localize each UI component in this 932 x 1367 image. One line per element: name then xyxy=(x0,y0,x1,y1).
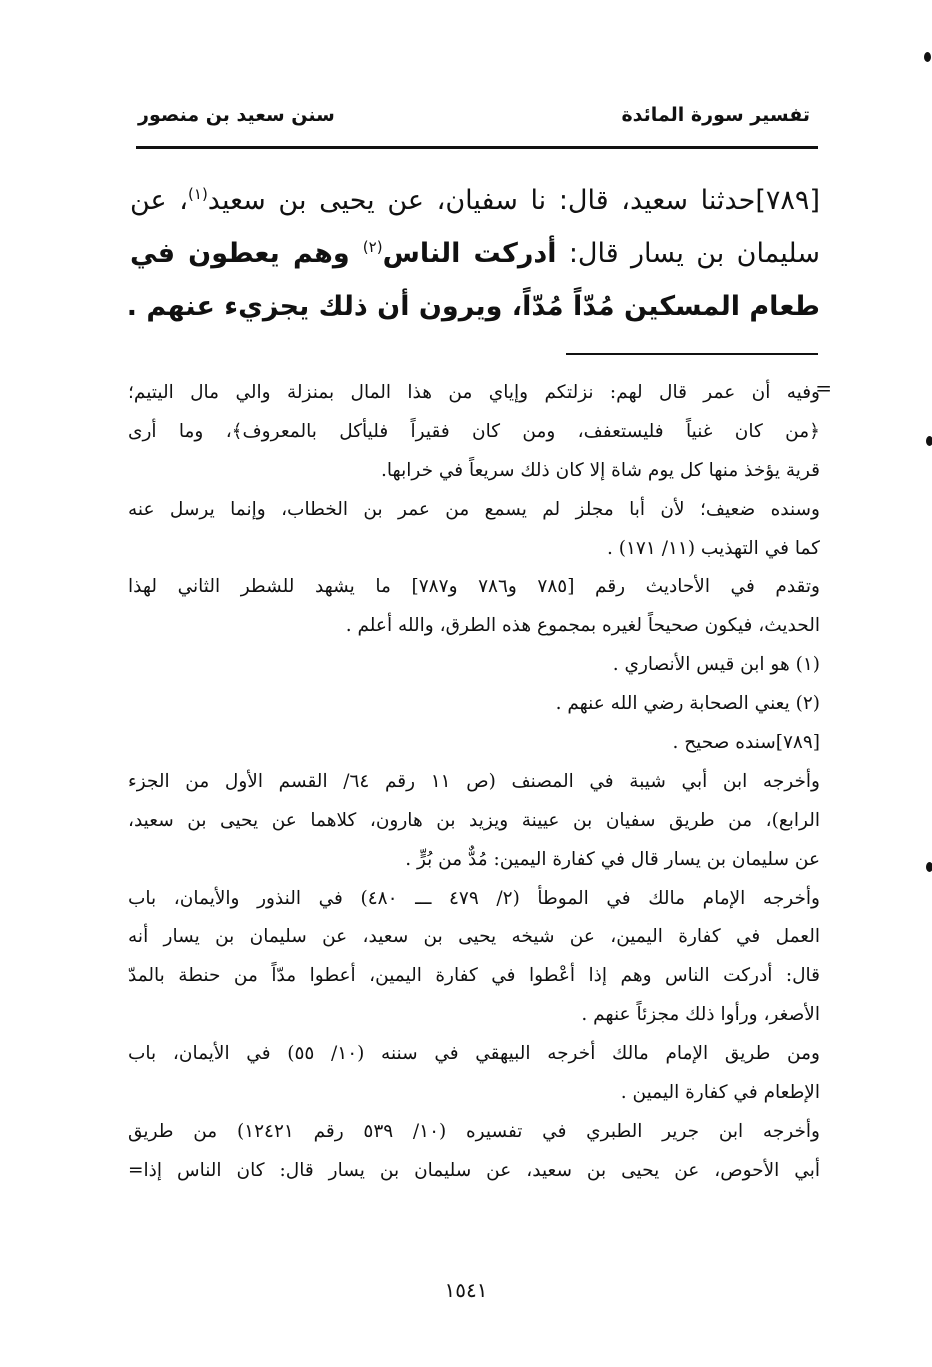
footnote-separator xyxy=(566,353,818,355)
continuation-marker: = xyxy=(815,376,832,400)
footnote-line: قرية يؤخذ منها كل يوم شاة إلا كان ذلك سريعاً في خرابها. xyxy=(381,459,820,481)
hadith-text xyxy=(126,174,820,333)
footnote-line: وتقدم في الأحاديث رقم [٧٨٥ و٧٨٦ و٧٨٧] ما يشهد للشطر الثاني لهذا xyxy=(128,576,820,598)
footnote-line: وأخرجه ابن أبي شيبة في المصنف (ص ١١ رقم ٦٤/ القسم الأول من الجزء xyxy=(128,770,820,792)
hadith-line-1-text: حدثنا سعيد، قال: نا سفيان، عن يحيى بن سعيد xyxy=(207,185,756,216)
footnote-line: الإطعام في كفارة اليمين . xyxy=(620,1082,820,1104)
header-rule xyxy=(136,146,818,149)
footnote-line: وسنده ضعيف؛ لأن أبا مجلز لم يسمع من عمر بن الخطاب، وإنما يرسل عنه xyxy=(128,498,820,520)
hadith-line-2-bold-b: وهم يعطون في xyxy=(130,238,363,269)
footnote-line: وأخرجه ابن جرير الطبري في تفسيره (١٠/ ٥٣٩ رقم ١٢٤٢١) من طريق xyxy=(128,1120,820,1142)
footnote-line: (٢) يعني الصحابة رضي الله عنهم . xyxy=(555,693,820,715)
hadith-line-2-bold-a: أدركت الناس xyxy=(382,238,557,269)
footnote-ref-1: (١) xyxy=(188,185,208,203)
hadith-line-2-plain: سليمان بن يسار قال: xyxy=(556,238,820,269)
footnote-line: وأخرجه الإمام مالك في الموطأ (٢/ ٤٧٩ ـــ ٤٨٠) في النذور والأيمان، باب xyxy=(128,887,820,909)
hadith-line-2 xyxy=(130,227,820,280)
footnote-line: العمل في كفارة اليمين، عن شيخه يحيى بن سعيد، عن سليمان بن يسار أنه xyxy=(128,926,820,948)
hadith-line-1 xyxy=(130,174,820,227)
footnote-line: (١) هو ابن قيس الأنصاري . xyxy=(612,654,820,676)
footnote-line: الرابع)، من طريق سفيان بن عيينة ويزيد بن هارون، كلاهما عن يحيى بن سعيد، xyxy=(128,809,820,831)
hadith-line-3: طعام المسكين مُدّاً مُدّاً، ويرون أن ذلك يجزيء عنهم . xyxy=(126,291,820,322)
footnote-line: ﴿من كان غنياً فليستعفف، ومن كان فقيراً فليأكل بالمعروف﴾، وما أرى xyxy=(128,420,820,442)
footnote-line: وفيه أن عمر قال لهم: نزلتكم وإياي من هذا المال بمنزلة والي مال اليتيم؛ xyxy=(128,382,820,403)
hadith-line-1-end: ، عن xyxy=(130,185,189,216)
footnote-line: كما في التهذيب (١١/ ١٧١) . xyxy=(607,537,820,559)
scan-mark xyxy=(926,436,932,446)
footnote-line: الأصغر، ورأوا ذلك مجزئاً عنهم . xyxy=(581,1004,820,1026)
scan-mark xyxy=(924,52,931,62)
hadith-number: [٧٨٩] xyxy=(755,185,820,216)
footnote-ref-2: (٢) xyxy=(362,238,383,256)
footnote-line: الحديث، فيكون صحيحاً لغيره بمجموع هذه الطرق، والله أعلم . xyxy=(345,615,820,637)
scan-mark xyxy=(926,862,932,872)
footnote-line: [٧٨٩]سنده صحيح . xyxy=(672,732,820,754)
footnote-line: أبي الأحوص، عن يحيى بن سعيد، عن سليمان بن يسار قال: كان الناس إذا= xyxy=(128,1159,820,1181)
page-number: ١٥٤١ xyxy=(444,1278,488,1302)
footnotes xyxy=(128,374,820,1191)
footnote-line: قال: أدركت الناس وهم إذا أعْطوا في كفارة اليمين، أعطوا مدّاً من حنطة بالمدّ xyxy=(128,965,820,987)
footnote-line: ومن طريق الإمام مالك أخرجه البيهقي في سننه (١٠/ ٥٥) في الأيمان، باب xyxy=(128,1043,820,1065)
chapter-title: تفسير سورة المائدة xyxy=(621,104,810,126)
book-title: سنن سعيد بن منصور xyxy=(138,104,335,126)
footnote-line: عن سليمان بن يسار قال في كفارة اليمين: مُدٌّ من بُرٍّ . xyxy=(405,848,820,870)
